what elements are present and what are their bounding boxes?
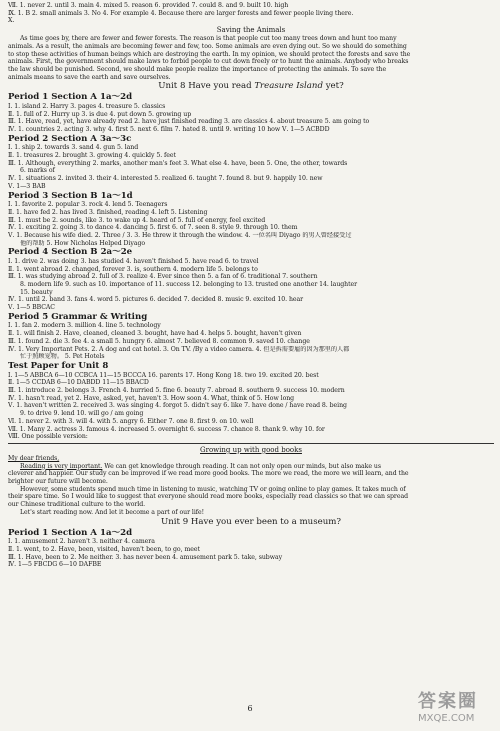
essay-text: We can get knowledge through reading. It can not only open our minds, but also make us	[102, 462, 381, 470]
answer-line-continued: 9. to drive 9. lend 10. will go / am going	[20, 410, 144, 418]
answer-line: Ⅰ. 1—5 ABBCA 6—10 CCBCA 11—15 BCCCA 16. parents 17. Hong Kong 18. two 19. excited 20. best	[8, 371, 319, 379]
answer-line-continued: 15. beauty	[20, 288, 53, 296]
essay-line: animals means to save the earth and save ourselves.	[8, 73, 171, 81]
answer-line: Ⅲ. 1. Have, read, yet, have already read 2. have just finished reading 3. are classics 4. about treasure 5. am going to	[8, 118, 370, 126]
answer-line: Ⅰ. 1. amusement 2. haven't 3. neither 4. camera	[8, 538, 155, 546]
answer-line: Ⅰ. 1. drive 2. was doing 3. has studied 4. haven't finished 5. have read 6. to travel	[8, 257, 259, 265]
essay-saving-animals	[8, 35, 494, 81]
answer-line: Ⅴ. 1. haven't written 2. received 3. was singing 4. forgot 5. didn't say 6. like 7. have done / have read 8. being	[8, 402, 347, 410]
section-heading: Period 1 Section A 1a～2d	[8, 92, 133, 103]
unit-title-prefix: Unit 8 Have you read	[158, 81, 255, 92]
answer-line: Ⅲ. 1. Have, been to 2. Me neither. 3. has never been 4. amusement park 5. take, subway	[8, 553, 283, 561]
answer-line: Ⅰ. 1. fan 2. modern 3. million 4. line 5. technology	[8, 322, 161, 330]
answer-line: Ⅵ. 1. never 2. with 3. will 4. with 5. angry 6. Either 7. one 8. first 9. on 10. well	[8, 417, 254, 425]
watermark-url: MXQE.COM	[418, 713, 475, 724]
essay-line: Let's start reading now. And let it become a part of our life!	[20, 508, 205, 516]
essay-line: the law should be punished. Second, we should make people realize the importance of protecting the animals. To save the	[8, 65, 387, 73]
answer-line: Ⅲ. 1. must be 2. sounds, like 3. to wake up 4. heard of 5. full of energy, feel excited	[8, 216, 266, 224]
essay-line	[8, 463, 494, 471]
answer-line: X.	[8, 17, 15, 25]
answer-line: Ⅸ. 1. B 2. small animals 3. No 4. For example 4. Because there are larger forests and fewer people living there.	[8, 9, 354, 17]
answer-line: Ⅰ. 1. ship 2. towards 3. sand 4. gun 5. land	[8, 144, 139, 152]
answer-line: Ⅴ. 1. Because his wife died. 2. Three / 3. 3. He threw it through the window. 4. 一位名叫 Diyago 的男人曾经接受过	[8, 231, 352, 239]
answer-line: Ⅴ. 1—5 BBCAC	[8, 304, 55, 312]
answer-line: Ⅱ. 1. went abroad 2. changed, forever 3. is, southern 4. modern life 5. belongs to	[8, 265, 258, 273]
watermark-logo	[418, 691, 496, 729]
essay-title: Saving the Animals	[216, 26, 286, 35]
answer-line: Ⅲ. 1. found 2. die 3. fee 4. a small 5. hungry 6. almost 7. believed 8. common 9. saved 10. change	[8, 337, 310, 345]
answer-line: Ⅶ. 1. never 2. until 3. main 4. mixed 5. reason 6. provided 7. could 8. and 9. built 10. high	[8, 2, 289, 9]
answer-line: Ⅳ. 1. exciting 2. going 3. to dance 4. dancing 5. first 6. of 7. seen 8. style 9. through 10. them	[8, 224, 298, 232]
answer-line: Ⅳ. 1. until 2. band 3. fans 4. word 5. pictures 6. decided 7. decided 8. music 9. excited 10. hear	[8, 296, 304, 304]
answer-line: Ⅱ. 1—5 CCDAB 6—10 DABDD 11—15 BBACD	[8, 379, 149, 387]
unit-8-answers	[8, 92, 494, 441]
answer-line: Ⅰ. 1. island 2. Harry 3. pages 4. treasure 5. classics	[8, 102, 166, 110]
answer-line: Ⅴ. 1—3 BAB	[8, 182, 46, 190]
book-title: Treasure Island	[254, 81, 323, 92]
watermark-text: 答案圈	[418, 691, 478, 712]
answer-line: Ⅳ. 1. Very Important Pets. 2. A dog and cat hotel. 3. On TV. /By a video camera. 4. 但是拆需要雇的因为那里的人都	[8, 345, 350, 353]
essay-line: cleverer and happier. Our study can be improved if we read more good books. The more we read, the more we will learn, and the	[8, 470, 409, 478]
unit-8-heading	[8, 81, 494, 92]
unit-9-heading: Unit 9 Have you ever been to a museum?	[161, 516, 341, 527]
answer-line: Ⅳ. 1. situations 2. invited 3. their 4. interested 5. realized 6. taught 7. found 8. but 9. happily 10. new	[8, 175, 323, 183]
underlined-sentence: Reading is very important.	[20, 462, 103, 470]
unit-9-answers	[8, 528, 494, 569]
answer-line: Ⅷ. One possible version:	[8, 433, 88, 441]
essay-line: our Chinese traditional culture to the world.	[8, 501, 146, 509]
answer-page	[8, 2, 494, 569]
unit-title-suffix: yet?	[322, 81, 344, 92]
answer-line: Ⅱ. 1. will finish 2. Have, cleaned, cleaned 3. bought, have had 4. helps 5. bought, haven't given	[8, 330, 302, 338]
essay-growing-up	[8, 455, 494, 517]
essay-title: Growing up with good books	[200, 445, 302, 454]
answer-line: Ⅱ. 1. have fed 2. has lived 3. finished, reading 4. left 5. Listening	[8, 208, 208, 216]
answer-line: Ⅰ. 1. favorite 2. popular 3. rock 4. lend 5. Teenagers	[8, 201, 168, 209]
answer-line: Ⅲ. 1. Although, everything 2. marks, another man's feet 3. What else 4. have, been 5. One, the other, towards	[8, 159, 348, 167]
answer-line-continued: 他的帮助 5. How Nicholas Helped Diyago	[20, 239, 146, 247]
essay-line: animals. First, the government should make laws to forbid people to cut down freely or to hunt the animals. Anybody who breaks	[8, 58, 409, 66]
answer-line: Ⅱ. 1. treasures 2. brought 3. growing 4. quickly 5. feet	[8, 152, 176, 160]
answer-line: Ⅳ. 1—5 FBCDG 6—10 DAFBE	[8, 561, 102, 569]
answer-line: Ⅳ. 1. countries 2. acting 3. why 4. first 5. next 6. film 7. hated 8. until 9. writing 10 how Ⅴ. 1—5 ACBDD	[8, 126, 330, 134]
essay-line: brighter our future will become.	[8, 478, 108, 486]
section-heading: Period 1 Section A 1a～2d	[8, 527, 133, 538]
answer-line: Ⅲ. 1. was studying abroad 2. full of 3. realize 4. Ever since then 5. a fan of 6. traditional 7. southern	[8, 273, 318, 281]
essay-line: As time goes by, there are fewer and fewer forests. The reason is that people cut too many trees down and hunt too many	[20, 35, 397, 43]
essay-line: to stop these activities of human beings which are destroying the earth. In my opinion, we should protect the forests and save the	[8, 50, 411, 58]
answer-line: Ⅱ. 1. went, to 2. Have, been, visited, haven't been, to go, meet	[8, 545, 200, 553]
section-heading: Period 3 Section B 1a～1d	[8, 190, 133, 201]
answer-line-continued: 8. modern life 9. such as 10. importance of 11. success 12. belonging to 13. trusted one another 14. laughter	[20, 281, 358, 289]
top-answer-lines	[8, 2, 494, 25]
section-heading: Period 2 Section A 3a～3c	[8, 133, 132, 144]
answer-line-continued: 6. marks of	[20, 167, 55, 175]
answer-line: Ⅲ. 1. introduce 2. belongs 3. French 4. hurried 5. fine 6. beauty 7. abroad 8. southern 9. success 10. modern	[8, 386, 345, 394]
section-heading: Test Paper for Unit 8	[8, 360, 109, 371]
answer-line: Ⅶ. 1. Many 2. actress 3. famous 4. increased 5. overnight 6. success 7. chance 8. thank 9. why 10. for	[8, 425, 325, 433]
divider-line	[8, 443, 494, 444]
essay-line: their spare time. So I would like to suggest that everyone should read more books, especially read classics so that we can spread	[8, 493, 408, 501]
answer-line-continued: 忙于照顾宠物。 5. Pet Hotels	[20, 353, 105, 361]
section-heading: Period 4 Section B 2a～2e	[8, 247, 133, 258]
essay-greeting: My dear friends,	[8, 454, 60, 462]
essay-line: animals. As a result, the animals are becoming fewer and few, too. Some animals are even dying out. So we should do something	[8, 42, 407, 50]
answer-line: Ⅳ. 1. hasn't read, yet 2. Have, asked, yet, haven't 3. How soon 4. What, think of 5. How long	[8, 394, 295, 402]
answer-line: Ⅱ. 1. full of 2. Hurry up 3. is due 4. put down 5. growing up	[8, 110, 192, 118]
essay-line: However, some students spend much time in listening to music, watching TV or going online to play games. It takes much of	[20, 485, 406, 493]
section-heading: Period 5 Grammar & Writing	[8, 311, 148, 322]
page-number: 6	[247, 704, 253, 713]
